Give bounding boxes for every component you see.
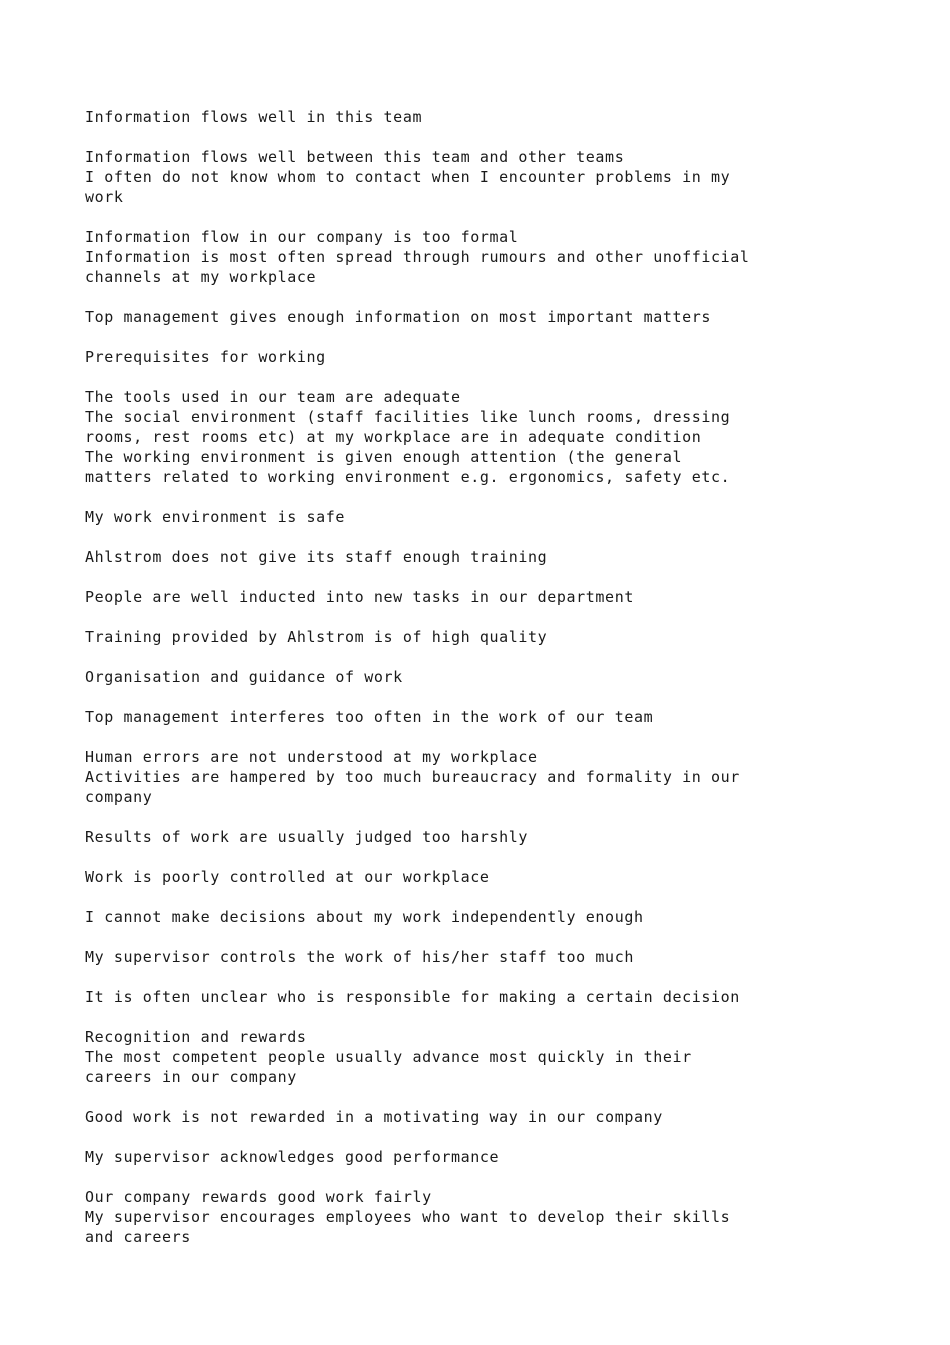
text-line: Top management interferes too often in the work of our team	[85, 708, 654, 726]
text-line: People are well inducted into new tasks in our department	[85, 588, 634, 606]
blank-line	[85, 527, 725, 547]
blank-line	[85, 607, 725, 627]
blank-line	[85, 567, 725, 587]
blank-line	[85, 727, 725, 747]
blank-line	[85, 1087, 725, 1107]
document-text-body	[85, 107, 750, 1247]
text-line: channels at my workplace	[85, 268, 317, 286]
text-line: Human errors are not understood at my workplace	[85, 748, 538, 766]
text-line: Information flows well between this team and other teams	[85, 148, 625, 166]
blank-line	[85, 127, 725, 147]
text-line: Work is poorly controlled at our workplace	[85, 868, 490, 886]
blank-line	[85, 487, 725, 507]
text-line: Our company rewards good work fairly	[85, 1188, 432, 1206]
text-line: Activities are hampered by too much bureaucracy and formality in our	[85, 768, 740, 786]
text-line: I often do not know whom to contact when I encounter problems in my	[85, 168, 731, 186]
section-heading: Organisation and guidance of work	[85, 668, 403, 686]
blank-line	[85, 327, 725, 347]
text-line: Good work is not rewarded in a motivating way in our company	[85, 1108, 663, 1126]
blank-line	[85, 1007, 725, 1027]
text-line: It is often unclear who is responsible for making a certain decision	[85, 988, 740, 1006]
text-line: I cannot make decisions about my work independently enough	[85, 908, 644, 926]
text-line: Top management gives enough information on most important matters	[85, 308, 711, 326]
text-line: My supervisor acknowledges good performance	[85, 1148, 500, 1166]
blank-line	[85, 887, 725, 907]
text-line: My work environment is safe	[85, 508, 346, 526]
section-heading: Recognition and rewards	[85, 1028, 307, 1046]
text-line: work	[85, 188, 124, 206]
blank-line	[85, 687, 725, 707]
section-heading: Prerequisites for working	[85, 348, 326, 366]
text-line: Training provided by Ahlstrom is of high quality	[85, 628, 548, 646]
blank-line	[85, 287, 725, 307]
blank-line	[85, 1127, 725, 1147]
text-line: Ahlstrom does not give its staff enough training	[85, 548, 548, 566]
text-line: The most competent people usually advance most quickly in their	[85, 1048, 692, 1066]
blank-line	[85, 847, 725, 867]
text-line: The working environment is given enough attention (the general	[85, 448, 683, 466]
text-line: My supervisor encourages employees who want to develop their skills	[85, 1208, 731, 1226]
text-line: The tools used in our team are adequate	[85, 388, 461, 406]
text-line: Information is most often spread through rumours and other unofficial	[85, 248, 750, 266]
text-line: rooms, rest rooms etc) at my workplace are in adequate condition	[85, 428, 702, 446]
text-line: Information flow in our company is too formal	[85, 228, 519, 246]
text-line: The social environment (staff facilities like lunch rooms, dressing	[85, 408, 731, 426]
blank-line	[85, 367, 725, 387]
text-line: My supervisor controls the work of his/her staff too much	[85, 948, 634, 966]
blank-line	[85, 967, 725, 987]
blank-line	[85, 647, 725, 667]
text-line: Results of work are usually judged too harshly	[85, 828, 529, 846]
text-line: and careers	[85, 1228, 191, 1246]
blank-line	[85, 927, 725, 947]
text-line: careers in our company	[85, 1068, 297, 1086]
blank-line	[85, 1167, 725, 1187]
text-line: Information flows well in this team	[85, 108, 423, 126]
blank-line	[85, 807, 725, 827]
text-line: matters related to working environment e.g. ergonomics, safety etc.	[85, 468, 731, 486]
text-line: company	[85, 788, 153, 806]
blank-line	[85, 207, 725, 227]
